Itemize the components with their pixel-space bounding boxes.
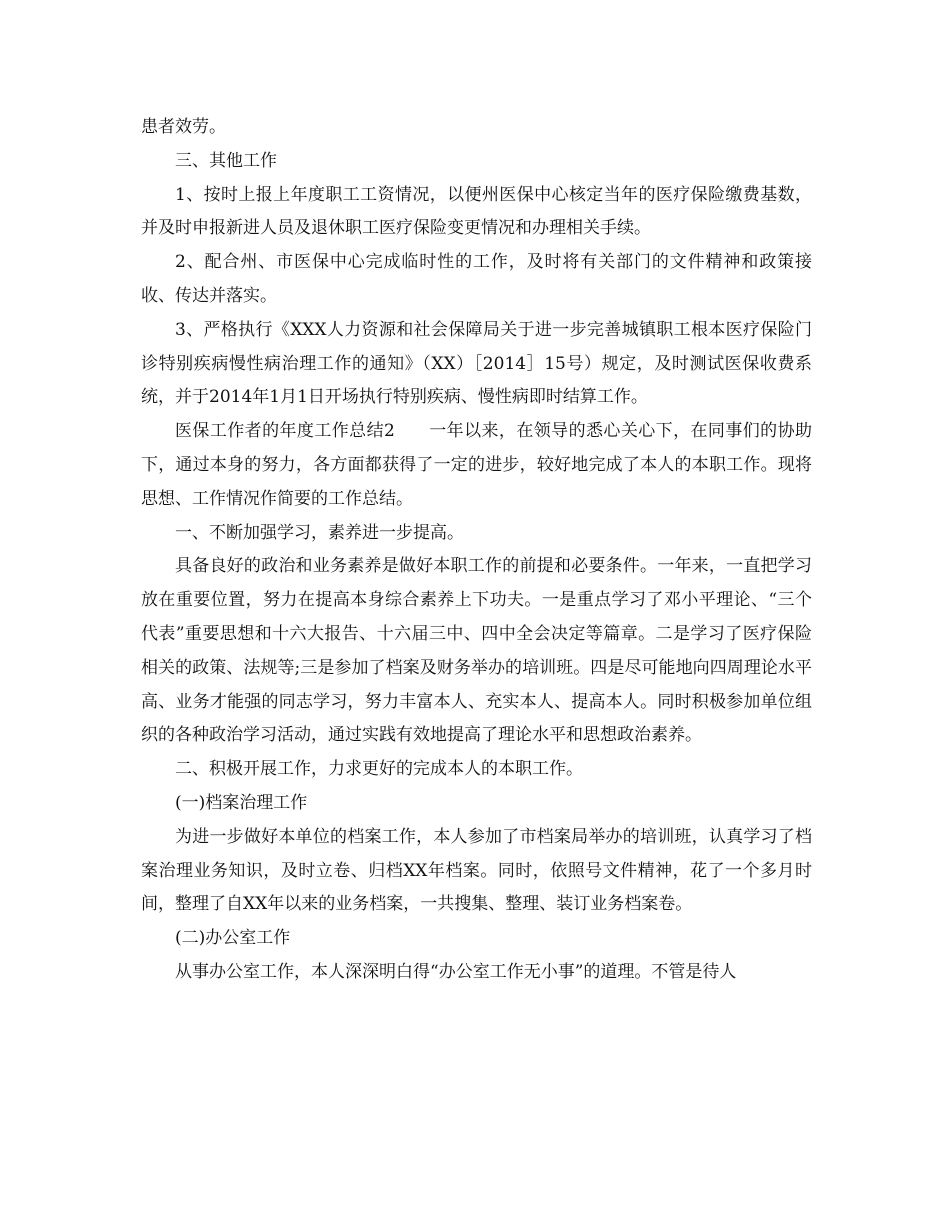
section-heading-work: 二、积极开展工作，力求更好的完成本人的本职工作。: [175, 759, 583, 780]
paragraph-summary-2: [141, 415, 812, 516]
paragraph-continuation: 患者效劳。: [141, 117, 226, 137]
paragraph-archives: 为进一步做好本单位的档案工作，本人参加了市档案局举办的培训班，认真学习了档案治理业务知识，及时立卷、归档XX年档案。同时，依照号文件精神，花了一个多月时间，整理了自XX年以来的业务档案，一共搜集、整理、装订业务档案卷。: [141, 826, 812, 915]
summary-title: 医保工作者的年度工作总结2: [175, 421, 395, 442]
paragraph-item-3: 3、严格执行《XXX人力资源和社会保障局关于进一步完善城镇职工根本医疗保险门诊特别疾病慢性病治理工作的通知》（XX）［2014］15号）规定，及时测试医保收费系统，并于2014年1月1日开场执行特别疾病、慢性病即时结算工作。: [141, 319, 812, 408]
subheading-archives: (一)档案治理工作: [175, 792, 308, 813]
subheading-office: (二)办公室工作: [175, 928, 291, 949]
paragraph-item-2: 2、配合州、市医保中心完成临时性的工作，及时将有关部门的文件精神和政策接收、传达并落实。: [141, 252, 812, 306]
section-heading-study: 一、不断加强学习，素养进一步提高。: [175, 522, 464, 543]
summary-intro: 一年以来，在领导的悉心关心下，在同事们的协助下，通过本身的努力，各方面都获得了一定的进步，较好地完成了本人的本职工作。现将思想、工作情况作简要的工作总结。: [141, 421, 812, 509]
document-page: [141, 111, 812, 990]
paragraph-item-1: 1、按时上报上年度职工工资情况，以便州医保中心核定当年的医疗保险缴费基数，并及时申报新进人员及退休职工医疗保险变更情况和办理相关手续。: [141, 184, 812, 239]
section-heading-other-work: 三、其他工作: [175, 150, 277, 171]
paragraph-study: 具备良好的政治和业务素养是做好本职工作的前提和必要条件。一年来，一直把学习放在重要位置，努力在提高本身综合素养上下功夫。一是重点学习了邓小平理论、“三个代表”重要思想和十六大报告、十六届三中、四中全会决定等篇章。二是学习了医疗保险相关的政策、法规等;三是参加了档案及财务举办的培训班。四是尽可能地向四周理论水平高、业务才能强的同志学习，努力丰富本人、充实本人、提高本人。同时积极参加单位组织的各种政治学习活动，通过实践有效地提高了理论水平和思想政治素养。: [141, 556, 812, 746]
paragraph-office: 从事办公室工作，本人深深明白得“办公室工作无小事”的道理。不管是待人: [175, 961, 737, 982]
